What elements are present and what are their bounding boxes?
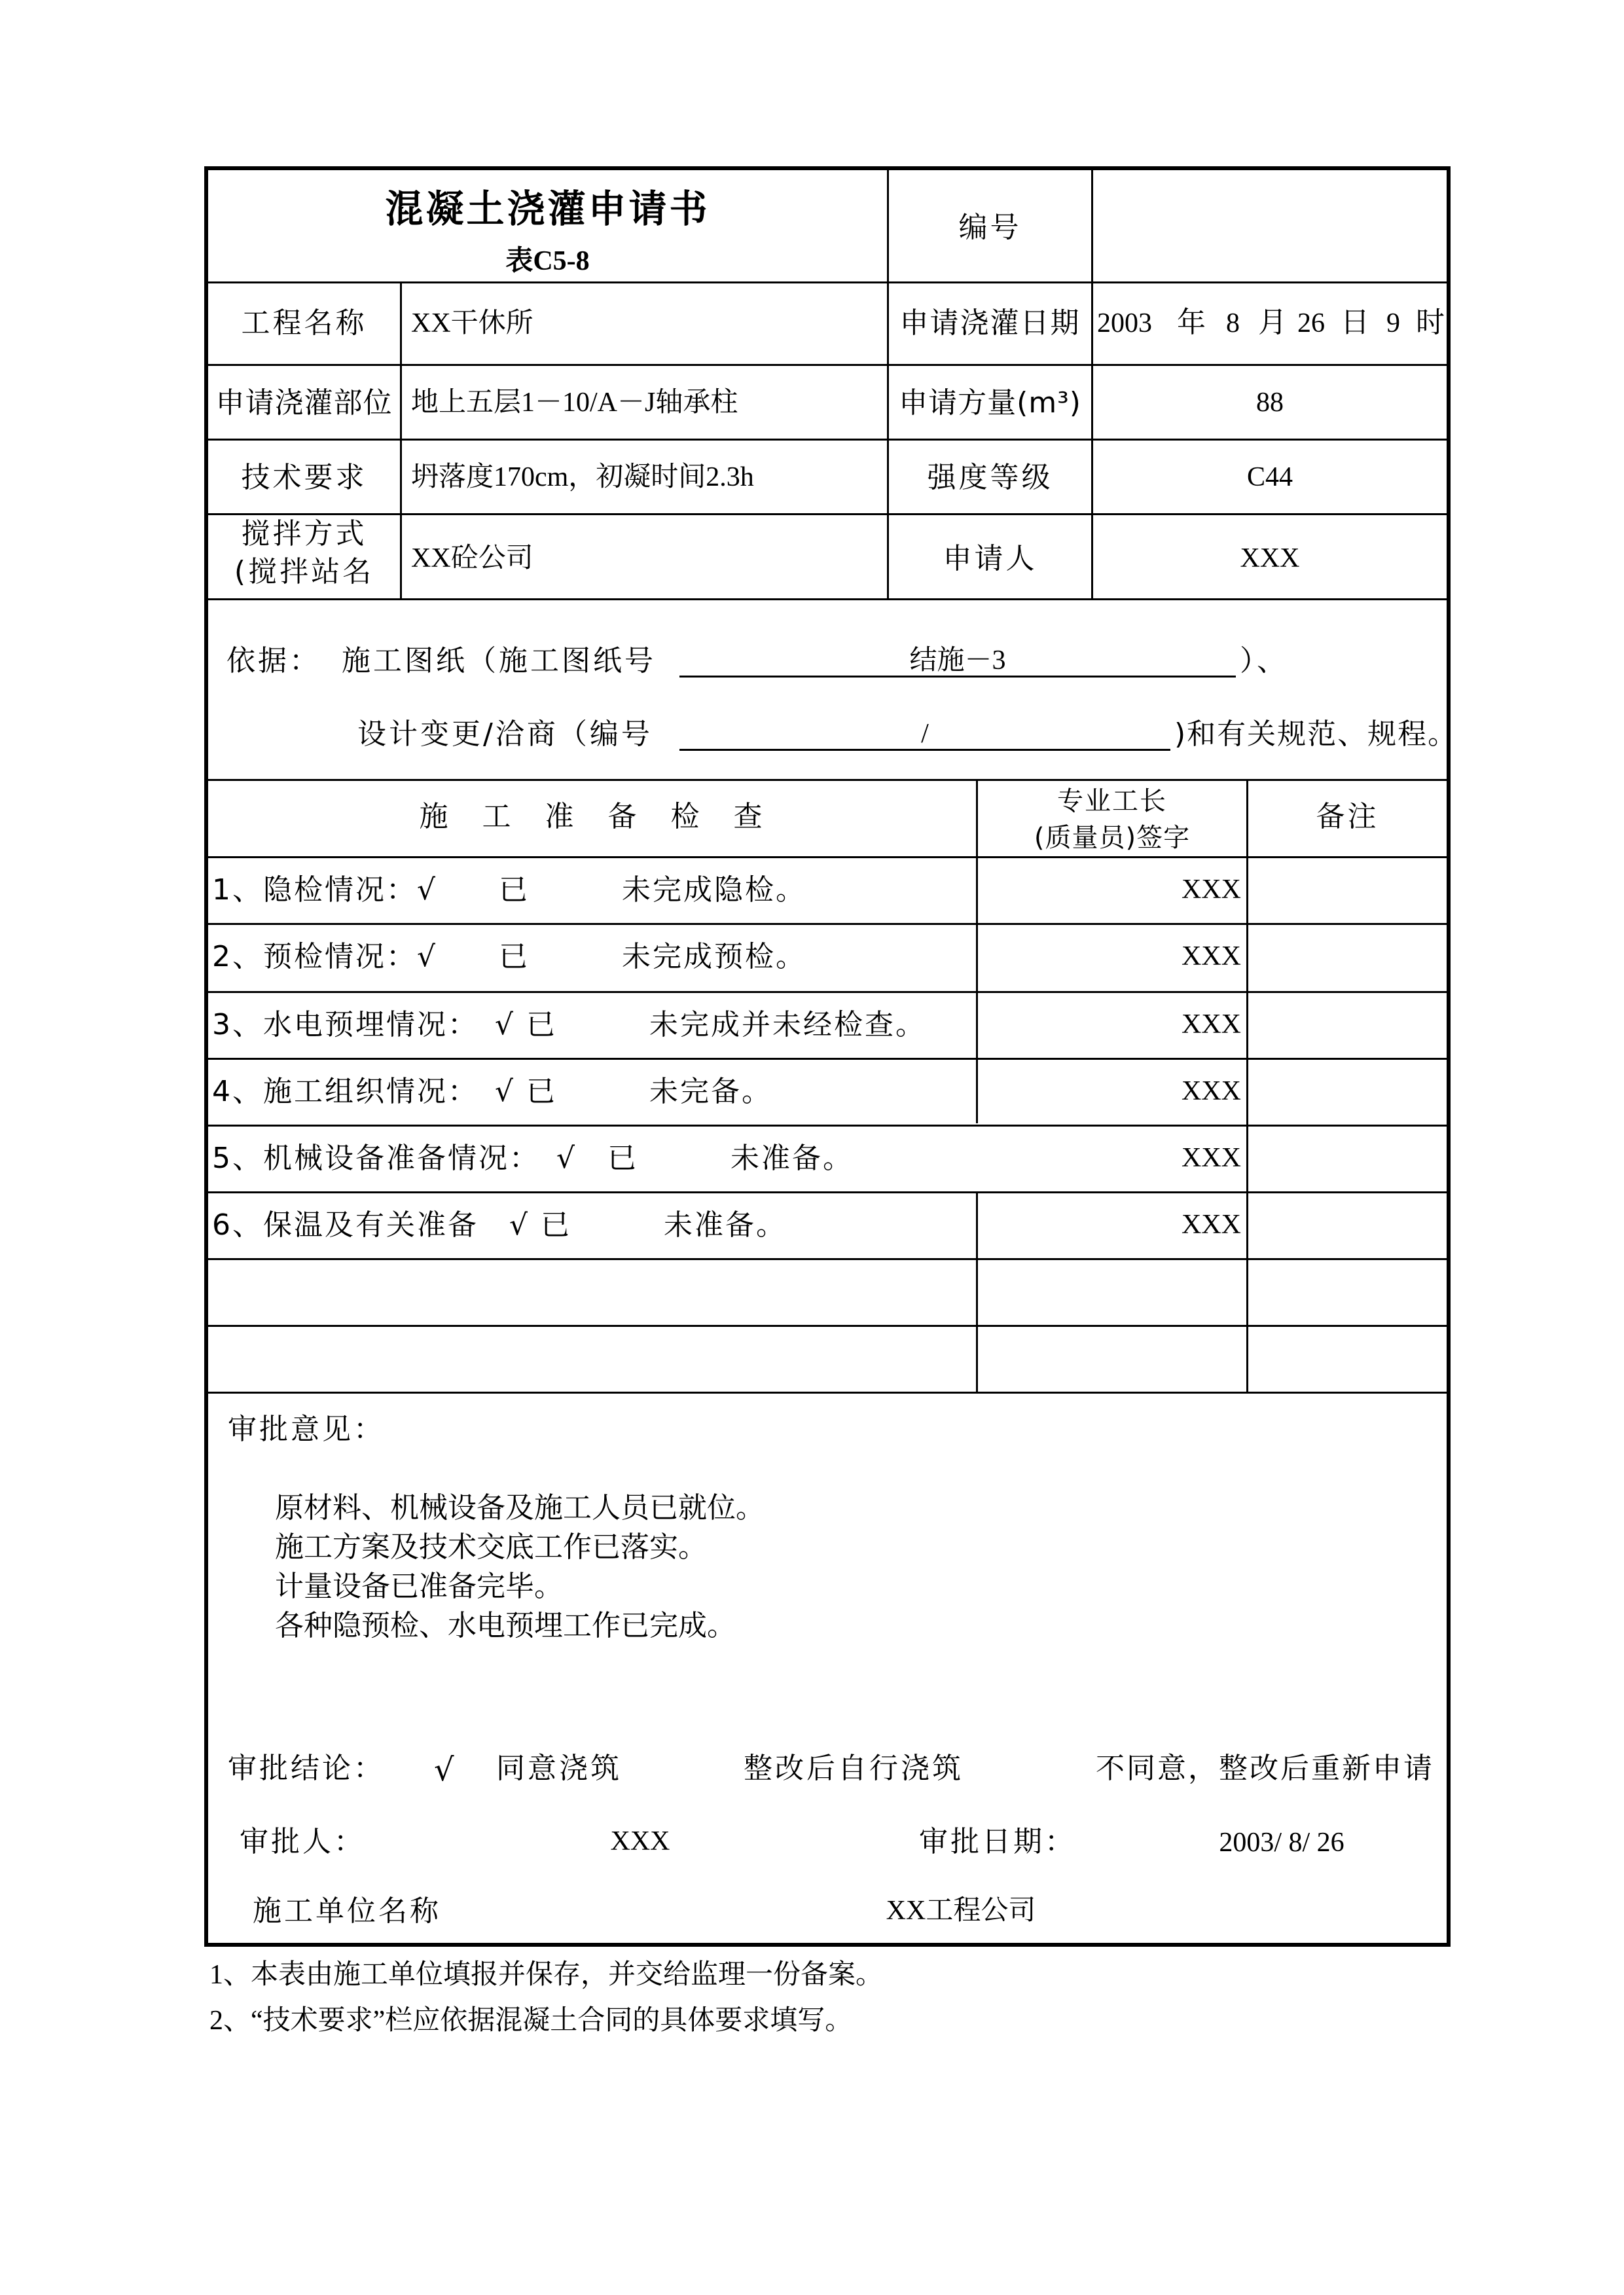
tech-requirement-value[interactable]: 坍落度170cm，初凝时间2.3h (411, 462, 754, 492)
col-divider (400, 281, 402, 598)
approval-date-label: 审批日期： (919, 1825, 1076, 1858)
option-reject[interactable]: 不同意，整改后重新申请 (1096, 1752, 1434, 1785)
checklist-row-4-sign[interactable]: XXX (1182, 1076, 1241, 1106)
company-value[interactable]: XX工程公司 (886, 1896, 1036, 1926)
form-title: 混凝土浇灌申请书 (385, 187, 710, 231)
drawings-text: 施工图纸（施工图纸号 (342, 644, 656, 678)
row-divider (208, 598, 1447, 600)
drawing-number-underline (679, 676, 1236, 678)
footnote-1: 1、本表由施工单位填报并保存，并交给监理一份备案。 (209, 1960, 884, 1990)
concrete-pour-application-form (204, 166, 1458, 1947)
pour-date-label: 申请浇灌日期 (899, 306, 1081, 340)
row-divider (208, 1058, 1447, 1060)
checklist-header-remark: 备注 (1316, 800, 1379, 833)
checklist-header-sign-2: (质量员)签字 (1034, 823, 1191, 853)
row-divider (208, 513, 1447, 515)
company-label: 施工单位名称 (253, 1894, 441, 1928)
volume-value[interactable]: 88 (1256, 388, 1284, 418)
approver-label: 审批人： (240, 1825, 365, 1858)
col-divider (1091, 170, 1093, 598)
row-divider (208, 364, 1447, 366)
drawing-number-field[interactable]: 结施－3 (909, 645, 1006, 676)
checklist-row-1-item: 1、隐检情况：√ 已 未完成隐检。 (212, 873, 807, 907)
row-divider (208, 779, 1447, 781)
hour-unit: 时 (1416, 306, 1447, 339)
drawings-close: ）、 (1240, 644, 1288, 678)
row-divider (208, 1325, 1447, 1327)
pour-date-month: 8 (1226, 308, 1240, 338)
year-unit: 年 (1177, 306, 1208, 339)
mixing-station-label: (搅拌站名 (234, 555, 374, 588)
option-rectify[interactable]: 整改后自行浇筑 (744, 1752, 964, 1785)
checklist-header-sign-1: 专业工长 (1057, 786, 1167, 816)
row-divider (208, 439, 1447, 441)
row-divider (208, 856, 1447, 858)
change-number-field[interactable]: / (921, 719, 929, 749)
applicant-value[interactable]: XXX (1240, 543, 1300, 573)
applicant-label: 申请人 (943, 542, 1038, 575)
project-name-label: 工程名称 (241, 306, 367, 340)
checklist-row-6-sign[interactable]: XXX (1182, 1210, 1241, 1240)
approval-opinion-label: 审批意见： (228, 1413, 385, 1446)
mixing-station-value[interactable]: XX砼公司 (411, 543, 533, 573)
form-code: 表C5-8 (505, 246, 590, 276)
pour-date-hour: 9 (1386, 308, 1400, 338)
opinion-line-2: 施工方案及技术交底工作已落实。 (275, 1531, 707, 1563)
row-divider (208, 1191, 1447, 1193)
checklist-row-3-sign[interactable]: XXX (1182, 1009, 1241, 1039)
day-unit: 日 (1341, 306, 1372, 339)
opinion-line-4: 各种隐预检、水电预埋工作已完成。 (275, 1610, 736, 1642)
strength-grade-value[interactable]: C44 (1246, 462, 1293, 492)
opinion-line-1: 原材料、机械设备及施工人员已就位。 (275, 1492, 765, 1524)
month-unit: 月 (1258, 306, 1290, 339)
footnote-2: 2、“技术要求”栏应依据混凝土合同的具体要求填写。 (209, 2006, 853, 2036)
option-agree[interactable]: 同意浇筑 (496, 1752, 622, 1785)
checklist-row-5-sign[interactable]: XXX (1182, 1143, 1241, 1173)
pour-location-value[interactable]: 地上五层1－10/A－J轴承柱 (411, 388, 738, 418)
row-divider (208, 1258, 1447, 1260)
project-name-value[interactable]: XX干休所 (411, 308, 533, 338)
check-mark-icon[interactable]: √ (434, 1752, 457, 1788)
number-label: 编号 (958, 211, 1022, 244)
approval-date-value[interactable]: 2003/ 8/ 26 (1219, 1828, 1344, 1858)
checklist-row-2-sign[interactable]: XXX (1182, 941, 1241, 971)
row-divider (208, 923, 1447, 925)
col-divider (1246, 779, 1248, 1392)
checklist-row-1-sign[interactable]: XXX (1182, 875, 1241, 905)
pour-date-year: 2003 (1097, 308, 1152, 338)
checklist-row-3-item: 3、水电预埋情况： √ 已 未完成并未经检查。 (212, 1008, 927, 1041)
strength-grade-label: 强度等级 (927, 461, 1053, 494)
checklist-header-item: 施 工 准 备 检 查 (419, 800, 765, 833)
row-divider (208, 281, 1447, 283)
checklist-row-2-item: 2、预检情况：√ 已 未完成预检。 (212, 940, 807, 973)
basis-label: 依据： (226, 644, 321, 678)
pour-location-label: 申请浇灌部位 (215, 386, 393, 420)
checklist-row-4-item: 4、施工组织情况： √ 已 未完备。 (212, 1075, 773, 1108)
changes-close: )和有关规范、规程。 (1174, 717, 1458, 751)
row-divider (208, 1125, 1447, 1127)
approval-conclusion-label: 审批结论： (228, 1752, 385, 1785)
checklist-row-6-item: 6、保温及有关准备 √ 已 未准备。 (212, 1208, 787, 1242)
row-divider (208, 1392, 1447, 1394)
changes-text: 设计变更/洽商（编号 (357, 717, 653, 751)
change-number-underline (679, 749, 1170, 751)
approver-value[interactable]: XXX (610, 1826, 670, 1856)
checklist-row-5-item: 5、机械设备准备情况： √ 已 未准备。 (212, 1142, 854, 1175)
volume-label: 申请方量(m³) (899, 386, 1081, 420)
row-divider (208, 991, 1447, 993)
opinion-line-3: 计量设备已准备完毕。 (275, 1570, 563, 1602)
mixing-method-label: 搅拌方式 (241, 517, 367, 551)
pour-date-day: 26 (1297, 308, 1325, 338)
tech-requirement-label: 技术要求 (241, 461, 367, 494)
